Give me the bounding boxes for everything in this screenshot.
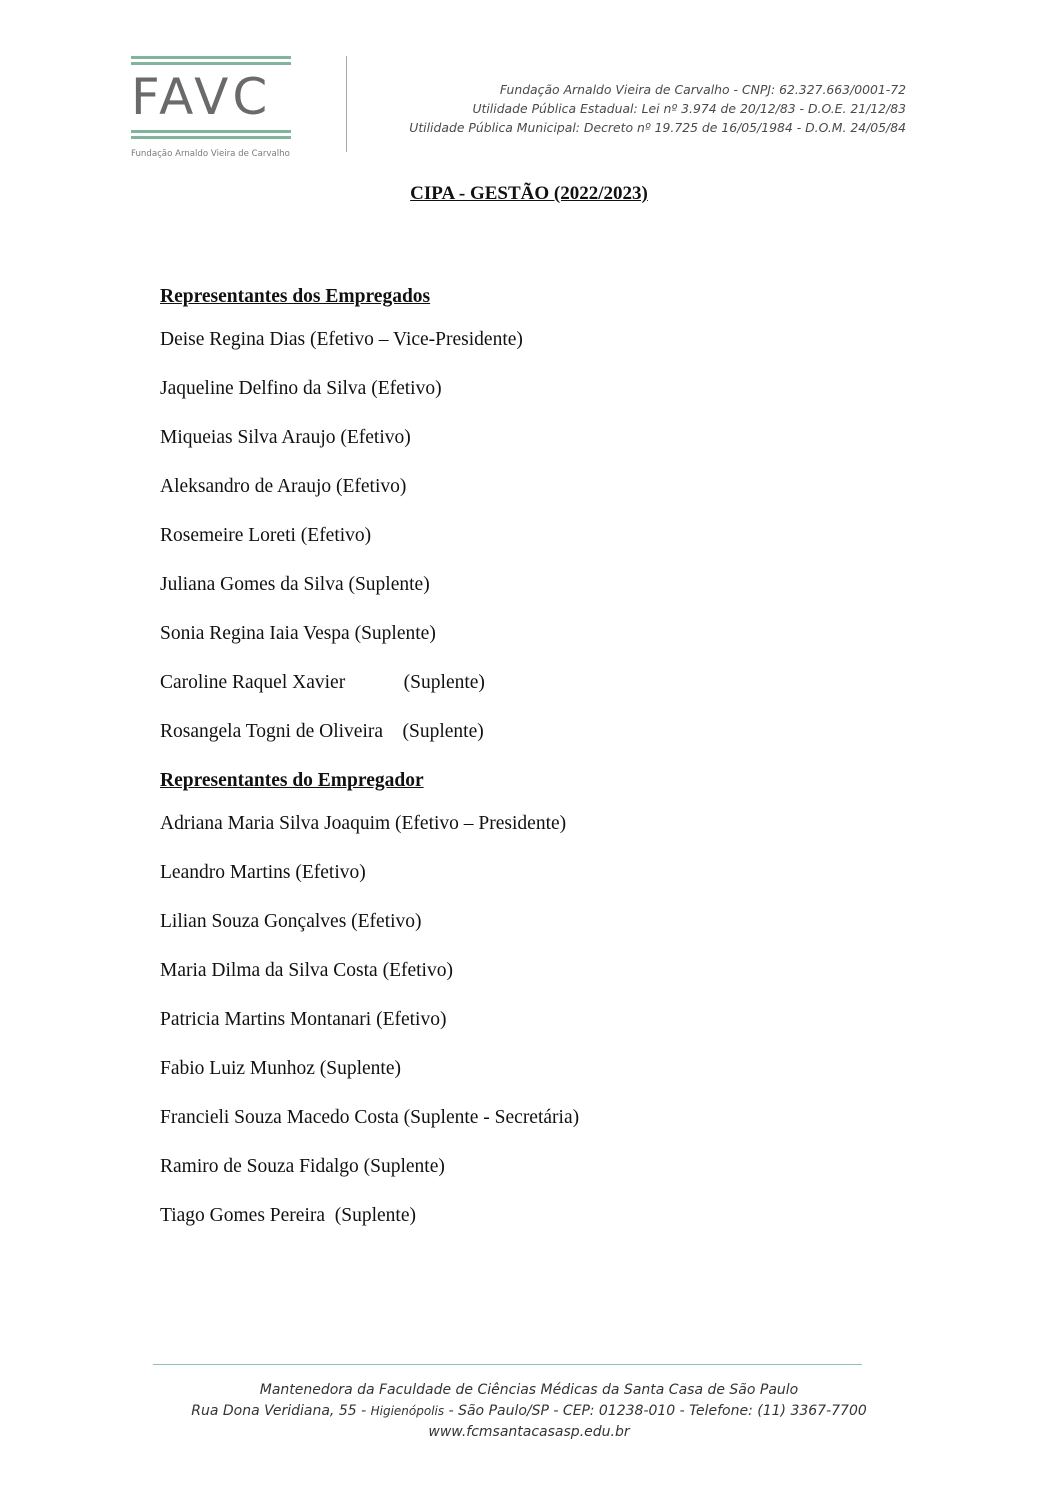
employer-member: Fabio Luiz Munhoz (Suplente) [160,1058,401,1079]
employee-member: Jaqueline Delfino da Silva (Efetivo) [160,378,442,399]
footer-address-rest: - São Paulo/SP - CEP: 01238-010 - Telefone: (11) 3367-7700 [444,1403,867,1419]
logo-subtitle: Fundação Arnaldo Vieira de Carvalho [131,149,290,159]
employee-member: Rosangela Togni de Oliveira (Suplente) [160,721,484,742]
header-line-estadual: Utilidade Pública Estadual: Lei nº 3.974 de 20/12/83 - D.O.E. 21/12/83 [472,101,906,116]
footer [0,1380,1058,1443]
employee-member: Miqueias Silva Araujo (Efetivo) [160,427,411,448]
logo-wordmark: FAVC [131,68,272,126]
page-title: CIPA - GESTÃO (2022/2023) [410,183,648,204]
employer-member: Maria Dilma da Silva Costa (Efetivo) [160,960,453,981]
employer-member: Ramiro de Souza Fidalgo (Suplente) [160,1156,445,1177]
footer-address-district: Higienópolis [370,1404,445,1418]
favc-logo [131,56,293,166]
employee-member: Deise Regina Dias (Efetivo – Vice-Presidente) [160,329,523,350]
employee-member: Rosemeire Loreti (Efetivo) [160,525,372,546]
footer-line-mantenedora: Mantenedora da Faculdade de Ciências Médicas da Santa Casa de São Paulo [259,1382,799,1398]
header-info [380,80,906,137]
logo-bar-bottom-2 [131,136,291,139]
header-line-cnpj: Fundação Arnaldo Vieira de Carvalho - CNPJ: 62.327.663/0001-72 [499,82,906,97]
employee-member: Sonia Regina Iaia Vespa (Suplente) [160,623,436,644]
employee-member: Juliana Gomes da Silva (Suplente) [160,574,430,595]
employer-member: Adriana Maria Silva Joaquim (Efetivo – Presidente) [160,813,567,834]
footer-address-street: Rua Dona Veridiana, 55 - [191,1403,371,1419]
section-heading-employees: Representantes dos Empregados [160,286,431,307]
logo-bar-bottom-1 [131,130,291,133]
employer-member: Francieli Souza Macedo Costa (Suplente - Secretária) [160,1107,580,1128]
section-heading-employer: Representantes do Empregador [160,770,424,791]
header-line-municipal: Utilidade Pública Municipal: Decreto nº 19.725 de 16/05/1984 - D.O.M. 24/05/84 [409,120,906,135]
logo-bar-top-1 [131,56,291,59]
employer-member: Tiago Gomes Pereira (Suplente) [160,1205,416,1226]
footer-divider [153,1364,862,1365]
employer-member: Lilian Souza Gonçalves (Efetivo) [160,911,422,932]
employee-member: Aleksandro de Araujo (Efetivo) [160,476,407,497]
footer-website-link[interactable]: www.fcmsantacasasp.edu.br [428,1424,630,1440]
employer-member: Leandro Martins (Efetivo) [160,862,366,883]
header-divider [346,56,347,152]
logo-bar-top-2 [131,62,291,65]
employer-member: Patricia Martins Montanari (Efetivo) [160,1009,447,1030]
footer-line-address [0,1401,1058,1422]
employee-member: Caroline Raquel Xavier (Suplente) [160,672,485,693]
